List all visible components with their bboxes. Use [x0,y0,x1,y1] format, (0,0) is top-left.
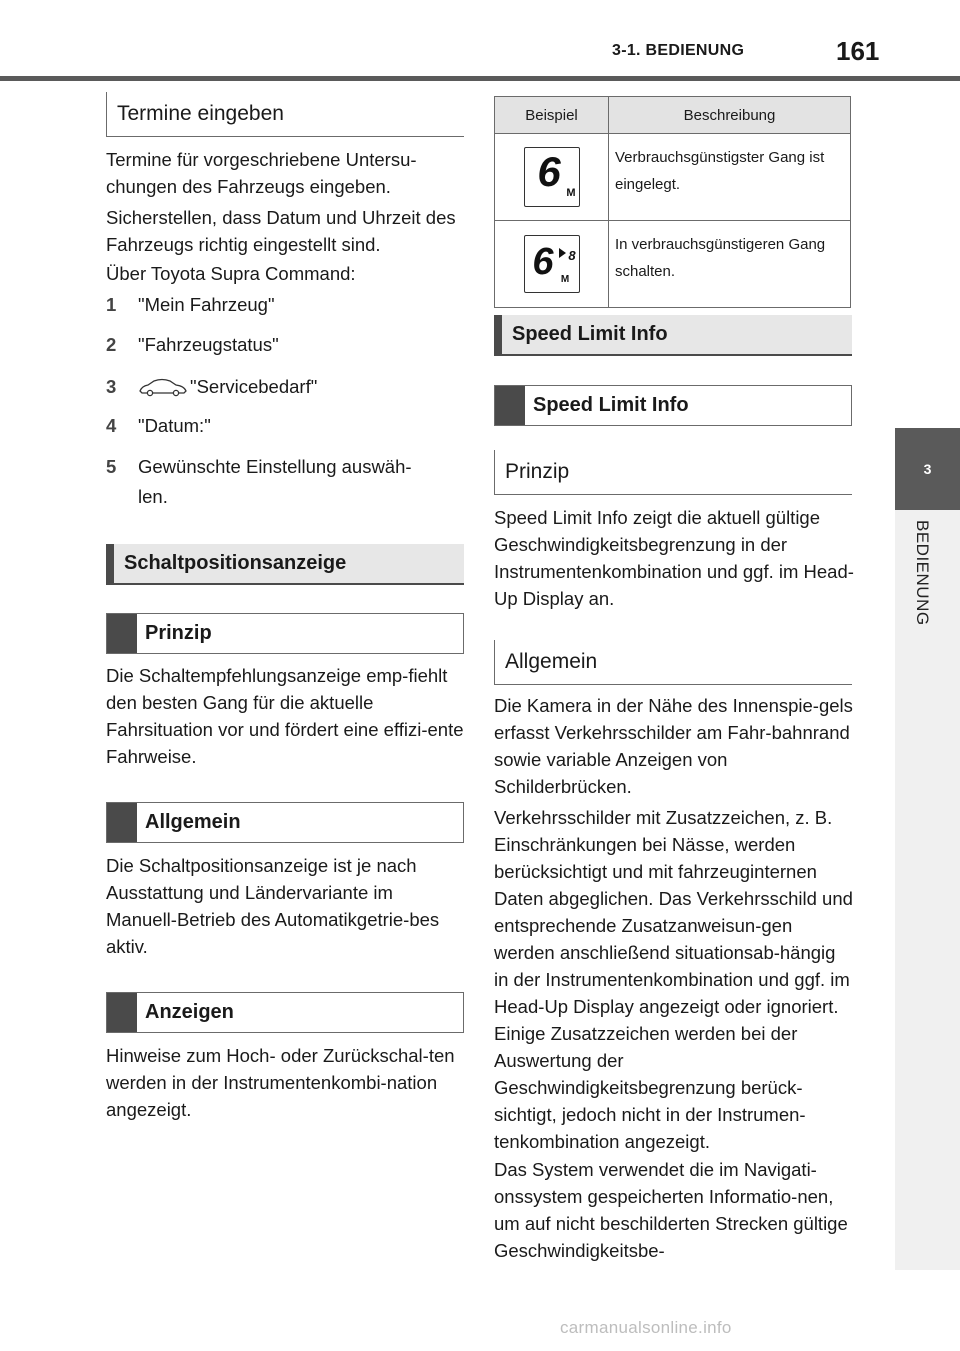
paragraph: Über Toyota Supra Command: [106,263,356,284]
chapter-title: 3-1. BEDIENUNG [612,42,745,59]
step-text: Gewünschte Einstellung auswäh-len. [138,456,412,507]
paragraph: Speed Limit Info zeigt die aktuell gültige Geschwindigkeitsbegrenzung in der Instrumentenkombination und ggf. im Head-Up Display an. [494,507,854,609]
heading-marker [107,993,137,1032]
table-cell: In verbrauchsgünstigeren Gang schalten. [609,221,851,308]
heading-prinzip [494,450,852,495]
list-item [106,331,458,358]
step-number: 2 [106,334,117,355]
paragraph: Die Schaltpositionsanzeige ist je nach Ausstattung und Ländervariante im Manuell-Betrieb des Automatikgetrie-bes aktiv. [106,855,440,957]
heading-text: Prinzip [505,460,570,483]
heading-text: Anzeigen [145,1001,234,1023]
table-cell [495,221,609,308]
paragraph: Die Kamera in der Nähe des Innenspie-gels erfasst Verkehrsschilder am Fahr-bahnrand sowie variable Anzeigen von Schilderbrücken. [494,695,853,797]
paragraph: Sicherstellen, dass Datum und Uhrzeit des Fahrzeugs richtig eingestellt sind. [106,207,456,255]
step-text: "Fahrzeugstatus" [138,334,279,355]
car-icon [138,377,188,397]
heading-text: Prinzip [145,622,212,644]
target-gear-digit: 8 [567,248,576,263]
heading-schaltpositionsanzeige: Schaltpositionsanzeige [106,544,464,585]
table-cell: Verbrauchsgünstigster Gang ist eingelegt. [609,134,851,221]
heading-allgemein [106,802,464,843]
heading-prinzip [106,613,464,654]
step-text-container [138,373,458,400]
step-text: "Servicebedarf" [190,376,318,397]
list-item [106,452,438,512]
watermark: carmanualsonline.info [560,1318,732,1337]
heading-speed-limit-info-sub [494,385,852,426]
table-header-cell: Beispiel [495,97,609,134]
gear-6-manual-icon [524,147,580,207]
heading-anzeigen [106,992,464,1033]
gear-digit: 6 [536,148,561,195]
heading-marker [107,803,137,842]
table-header-cell: Beschreibung [609,97,851,134]
gear-indicator-table [494,96,851,308]
gear-6-to-8-shift-icon [524,235,580,293]
chapter-tab-number: 3 [923,461,932,477]
heading-speed-limit-info: Speed Limit Info [494,315,852,356]
step-number: 3 [106,376,117,397]
heading-allgemein [494,640,852,685]
heading-termine-eingeben [106,92,464,137]
step-text: "Datum:" [138,415,211,436]
chapter-tab[interactable] [895,428,960,510]
heading-text: Termine eingeben [117,102,284,125]
list-item [106,373,458,400]
gear-mode-letter: M [565,187,576,199]
heading-text: Allgemein [505,650,598,673]
heading-text: Allgemein [145,811,241,833]
step-text: "Mein Fahrzeug" [138,294,275,315]
list-item [106,412,458,439]
table-header-row [495,97,851,134]
page-number: 161 [836,36,880,66]
table-row [495,221,851,308]
paragraph: Hinweise zum Hoch- oder Zurückschal-ten werden in der Instrumentenkombi-nation angezeigt. [106,1045,455,1120]
step-number: 1 [106,294,117,315]
gear-digit: 6 [531,241,554,283]
paragraph: Termine für vorgeschriebene Untersu-chungen des Fahrzeugs eingeben. [106,149,417,197]
heading-text: Speed Limit Info [533,394,689,416]
step-number: 5 [106,456,117,477]
paragraph: Das System verwendet die im Navigati-onssystem gespeicherten Informatio-nen, um auf nicht beschilderten Strecken gültige Geschwindigkeitsbe- [494,1159,848,1261]
heading-marker [107,614,137,653]
heading-marker [495,386,525,425]
chapter-tab-label: BEDIENUNG [913,520,932,626]
step-number: 4 [106,415,117,436]
paragraph: Verkehrsschilder mit Zusatzzeichen, z. B. Einschränkungen bei Nässe, werden berücksichtigt und mit fahrzeuginternen Daten abgeglichen. Das Verkehrsschild und entsprechende Zusatzanweisun-gen werden anschließend situationsab-hängig in der Instrumentenkombination und ggf. im Head-Up Display angezeigt oder ignoriert. Einige Zusatzzeichen werden bei der Auswertung der Geschwindigkeitsbegrenzung berück-sichtigt, jedoch nicht in der Instrumen-tenkombination angezeigt. [494,807,853,1152]
list-item [106,291,458,318]
shift-arrow-icon [559,248,566,258]
table-row [495,134,851,221]
header-rule [0,76,960,81]
paragraph: Die Schaltempfehlungsanzeige emp-fiehlt den besten Gang für die aktuelle Fahrsituation vor und fördert eine effizi-ente Fahrweise. [106,665,464,767]
gear-mode-letter: M [560,274,569,285]
table-cell [495,134,609,221]
